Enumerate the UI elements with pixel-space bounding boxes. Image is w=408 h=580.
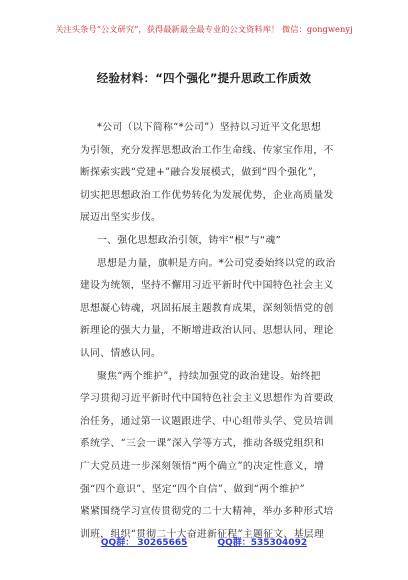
paragraph-line: 建设为统领，坚持不懈用习近平新时代中国特色社会主义 (80, 280, 334, 292)
paragraph-line: 聚焦“两个维护”，持续加强党的政治建设。始终把 (97, 370, 321, 382)
paragraph-line: 治任务，通过第一议题跟进学、中心组带头学、党员培训 (80, 415, 334, 427)
paragraph-line: 认同、情感认同。 (80, 347, 162, 359)
paragraph-line: 强“四个意识”、坚定“四个自信”、做到“两个维护” (80, 483, 305, 495)
paragraph-line: 训班，组织“贯彻二十大奋进新征程”主题征文、基层理 (80, 528, 325, 540)
section-heading: 一、强化思想政治引领，铸牢“根”与“魂” (97, 234, 282, 246)
document-body (80, 117, 350, 546)
paragraph-line: *公司（以下简称“*公司”）坚持以习近平文化思想 (97, 122, 322, 133)
footer-contacts (0, 535, 408, 548)
header-notice: 关注头条号“公文研究”，获得最新最全最专业的公文资料库！ 微信：gongwenyj (55, 24, 353, 34)
paragraph-line: 新理论的强大力量，不断增进政治认同、思想认同、理论 (80, 325, 334, 337)
paragraph-line: 系统学、“三会一课”深入学等方式，推动各级党组织和 (80, 438, 325, 450)
paragraph-line: 思想凝心铸魂，巩固拓展主题教育成果，深刻领悟党的创 (80, 302, 334, 314)
paragraph-line: 展迈出坚实步伐。 (80, 212, 162, 224)
paragraph-line: 为引领，充分发挥思想政治工作生命线、传家宝作用，不 (80, 144, 334, 156)
paragraph-line: 紧紧围绕学习宣传贯彻党的二十大精神，举办多种形式培 (80, 506, 334, 518)
paragraph-line: 广大党员进一步深刻领悟“两个确立”的决定性意义，增 (80, 460, 325, 472)
qq-group-link-2[interactable]: QQ群：535304092 (217, 538, 308, 548)
paragraph-line: 断探索实践“党建+”融合发展模式，做到“四个强化”， (80, 167, 324, 179)
paragraph-line: 切实把思想政治工作优势转化为发展优势，企业高质量发 (80, 189, 334, 201)
qq-group-link-1[interactable]: QQ群： 30265665 (100, 538, 188, 548)
paragraph-line: 思想是力量，旗帜是方向。*公司党委始终以党的政治 (97, 257, 336, 269)
paragraph-line: 学习贯彻习近平新时代中国特色社会主义思想作为首要政 (80, 393, 334, 405)
document-title: 经验材料：“四个强化”提升思政工作质效 (96, 71, 312, 85)
